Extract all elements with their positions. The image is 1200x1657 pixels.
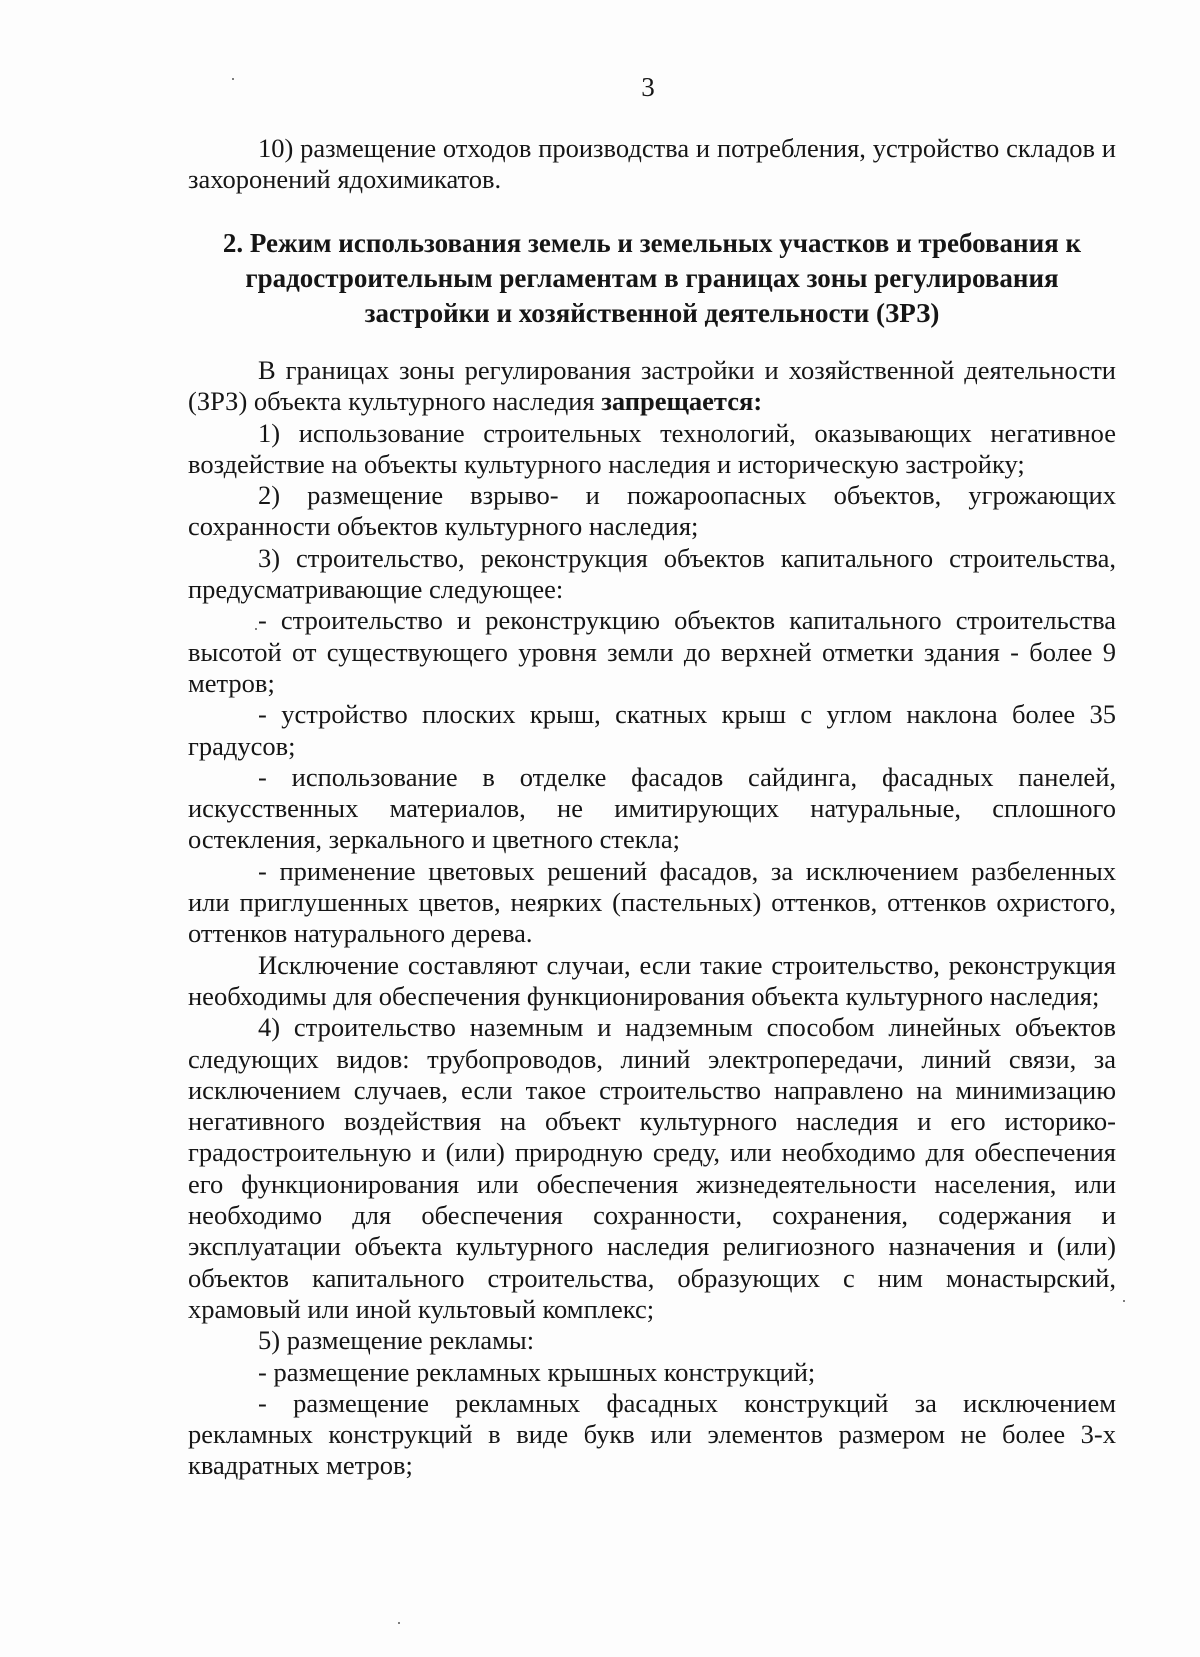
intro-paragraph bbox=[188, 355, 1116, 418]
paragraph-5-sub-2: - размещение рекламных фасадных конструкций за исключением рекламных конструкций в виде букв или элементов размером не более 3-х квадратных метров; bbox=[188, 1387, 1116, 1481]
paragraph-3-sub-1: - строительство и реконструкцию объектов капитального строительства высотой от существующего уровня земли до верхней отметки здания - более 9 метров; bbox=[188, 605, 1116, 698]
scan-speck bbox=[255, 628, 257, 630]
intro-bold-word: запрещается: bbox=[601, 386, 763, 417]
exception-paragraph: Исключение составляют случаи, если такие строительство, реконструкция необходимы для обеспечения функционирования объекта культурного наследия; bbox=[188, 949, 1116, 1011]
section-heading: 2. Режим использования земель и земельных участков и требования к градостроительным регламентам в границах зоны регулирования застройки и хозяйственной деятельности (ЗРЗ) bbox=[222, 228, 1082, 328]
item-10-block bbox=[188, 133, 1116, 196]
page-number: 3 bbox=[641, 72, 655, 102]
paragraph-5: 5) размещение рекламы: bbox=[258, 1325, 535, 1356]
scan-speck bbox=[232, 78, 234, 80]
scan-speck bbox=[398, 1622, 400, 1624]
paragraph-3-sub-3: - использование в отделке фасадов сайдинга, фасадных панелей, искусственных материалов, не имитирующих натуральные, сплошного остекления, зеркального и цветного стекла; bbox=[188, 761, 1116, 855]
section-body bbox=[188, 355, 1116, 1482]
paragraph-5-sub-1: - размещение рекламных крышных конструкций; bbox=[258, 1356, 816, 1387]
intro-text: В границах зоны регулирования застройки и хозяйственной деятельности (ЗРЗ) объекта культурного наследия bbox=[188, 355, 1116, 417]
paragraph-1: 1) использование строительных технологий, оказывающих негативное воздействие на объекты культурного наследия и историческую застройку; bbox=[188, 417, 1116, 479]
paragraph-3: 3) строительство, реконструкция объектов капитального строительства, предусматривающие следующее: bbox=[188, 542, 1116, 605]
paragraph-2: 2) размещение взрыво- и пожароопасных объектов, угрожающих сохранности объектов культурного наследия; bbox=[188, 480, 1116, 542]
paragraph-3-sub-2: - устройство плоских крыш, скатных крыш с углом наклона более 35 градусов; bbox=[188, 699, 1116, 761]
paragraph-3-sub-4: - применение цветовых решений фасадов, за исключением разбеленных или приглушенных цветов, неярких (пастельных) оттенков, оттенков охристого, оттенков натурального дерева. bbox=[188, 855, 1116, 949]
scan-speck bbox=[1123, 1300, 1125, 1302]
item-10-paragraph: 10) размещение отходов производства и потребления, устройство складов и захоронений ядохимикатов. bbox=[188, 133, 1116, 195]
paragraph-4: 4) строительство наземным и надземным способом линейных объектов следующих видов: трубопроводов, линий электропередачи, линий связи, за исключением случаев, если такое строительство направлено на минимизацию негативного воздействия на объект культурного наследия и его историко-градостроительную и (или) природную среду, или необходимо для обеспечения его функционирования или обеспечения жизнедеятельности населения, или необходимо для обеспечения сохранности, сохранения, содержания и эксплуатации объекта культурного наследия религиозного назначения и (или) объектов капитального строительства, образующих с ним монастырский, храмовый или иной культовый комплекс; bbox=[188, 1012, 1116, 1324]
